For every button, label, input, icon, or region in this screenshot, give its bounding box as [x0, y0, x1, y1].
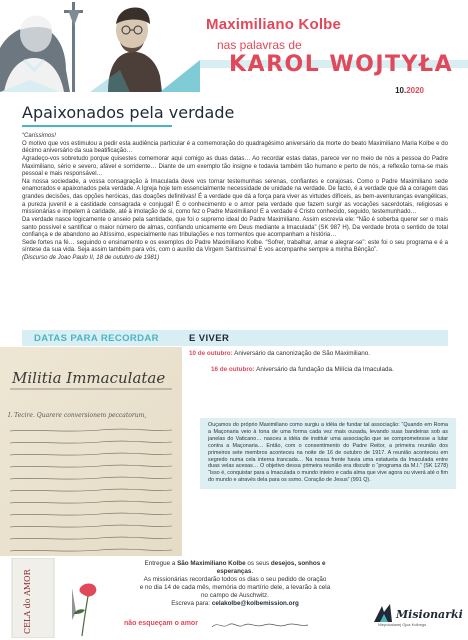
quote-text: Ouçamos do próprio Maximiliano como surgiu a idéia de fundar tal associação: “Quando em Roma a Maçonaria veio à tona de uma forma cada vez mais ousada, levando suas bandeiras sob as janelas do Vaticano… nasceu a idéia de instituir uma associação que se comprometesse a lutar contra a Maçonaria… Então, com o consentimento do Padre Reitor, a primeira reunião dos primeiros sete membros aconteceu na noite de 16 de outubro de 1917. A reunião aconteceu em segredo numa cela interna trancada… Na nossa frente havia uma estatueta da Imaculada entre duas velas acesas… O objetivo dessa primeira reunião era discutir o “programa da M.I.” (SK 1278) “Isso é, conquistar para a Imaculada o mundo inteiro e cada alma que vive agora ou viverá até o fim do mundo e através dela para os ssmo. Coração de Jesus” (991 Q). — [208, 422, 448, 484]
manuscript-image — [0, 347, 182, 569]
footer-line1: Entregue a São Maximiliano Kolbe os seus desejos, sonhos e esperanças. — [144, 560, 326, 575]
footer-wishes: desejos, sonhos e esperanças — [216, 560, 326, 575]
footer-line3: e no dia 14 de cada mês, memória do martírio dele, a levarão à cela — [139, 584, 331, 591]
article-paragraph: O motivo que vos estimulou a pedir esta audiência particular é a comemoração do quadragésimo aniversário da morte do beato Maximiliano Maria Kolbe e do décimo aniversário da sua beatificação… — [22, 140, 448, 155]
logo-subtitle: Niepokalanej Ojca Kolbego — [378, 622, 427, 627]
footer-text — [135, 560, 335, 608]
header-title-name: Maximiliano Kolbe — [206, 16, 342, 33]
portraits-illustration — [0, 0, 200, 92]
article — [22, 103, 448, 263]
cela-do-amor-book — [10, 558, 116, 638]
dates-section — [0, 330, 468, 592]
footer-email-link[interactable]: celakolbe@kolbemission.org — [211, 600, 299, 607]
footer-line1-pre: Entregue a — [144, 560, 176, 567]
logo-name: Misionarki — [396, 608, 463, 621]
footer-line4: no campo de Auschwitz. — [201, 592, 269, 599]
logo-mark-icon — [372, 602, 394, 624]
article-paragraph: “Caríssimos! — [22, 133, 56, 139]
date-text: Aniversário da canonização de São Maximiliano. — [234, 350, 370, 357]
footer-line5 — [135, 600, 335, 608]
title-underline — [22, 125, 172, 127]
article-paragraph: Na nossa sociedade, a vossa consagração à Imaculada deve vos tornar testemunhas serenas, confiantes e corajosas. Como o Padre Maximiliano sede enamorados e apaixonados pela verdade. A Igreja hoje tem essencialmente necessidade de unidade na verdade. De facto, é a verdade que dá a coragem das grandes decisões, das opções heróicas, das doações definitivas! É a verdade que dá a força para viver as virtudes difíceis, as bem-aventuranças evangélicas, a pureza juvenil e a castidade consagrada e conjugal! É o conhecimento e o amor pela verdade que fazem surgir as vocações sacerdotais, religiosas e missionárias e impelem à caridade, até à imolação de si, como fez o Padre Maximiliano! E a verdade é Cristo conhecido, seguido, testemunhado… — [22, 178, 448, 216]
footer-saint-name: São Maximiliano Kolbe — [177, 560, 246, 567]
article-body — [22, 133, 448, 263]
signature-scribble — [210, 619, 310, 631]
header — [0, 0, 468, 92]
manuscript-heading: Militia Immaculatae — [12, 369, 166, 387]
book-illustration — [10, 558, 116, 638]
article-signature: (Discurso de Joao Paulo II, 18 de outubro de 1981) — [22, 255, 160, 261]
footer — [0, 556, 468, 640]
date-item — [211, 366, 456, 374]
article-paragraph: Sede fortes na fé… seguindo o ensinamento e os exemplos do Padre Maximiliano Kolbe. “Sofrer, trabalhar, amar e alegrar-se”: este foi o seu programa e é a síntese da sua vida. Seja assim também para vós, com o auxílio da Virgem Santíssima! E vos acompanhe sempre a minha Bênção”. — [22, 239, 448, 254]
footer-line1-mid: os seus — [247, 560, 270, 567]
manuscript-line: I. Tecire. Quarere conversionem peccatorum, — [8, 412, 147, 419]
date-text: Aniversário da fundação da Milícia da Imaculada. — [256, 366, 394, 373]
issue-month: 10. — [395, 86, 407, 95]
dates-heading-right: E VIVER — [189, 333, 230, 344]
date-item — [189, 350, 456, 358]
handwritten-signature — [210, 618, 310, 630]
manuscript-illustration — [0, 347, 182, 569]
footer-write-to: Escreva para: — [171, 600, 211, 607]
no-forget-love: não esqueçam o amor — [124, 620, 198, 627]
dates-heading-left: DATAS PARA RECORDAR — [34, 333, 159, 344]
footer-line2: As missionárias recordarão todos os dias o seu pedido de oração — [143, 576, 327, 583]
header-title-subtitle: nas palavras de — [217, 38, 302, 52]
article-paragraph: Da verdade nasce logicamente o anseio pela santidade, que foi o supremo ideal do Padre Maximiliano. Assim escrevia ele: “Não é soberba querer ser o mais santo possível e santificar o maior número de almas, confiando unicamente em Deus mediante a Imaculada” (SK 987 H). Da verdade brota o sentido de total confiança e de abandono ao Altíssimo, especialmente nas tribulações e nos tormentos que acompanham a história… — [22, 216, 448, 239]
book-title: CELA do AMOR — [23, 569, 32, 634]
article-title: Apaixonados pela verdade — [22, 103, 235, 122]
issue-year: 2020 — [406, 86, 424, 95]
date-label: 16 de outubro: — [211, 366, 255, 373]
issue-date — [395, 86, 424, 95]
dates-list — [186, 350, 456, 382]
kolbe-quote-box — [200, 418, 456, 489]
header-illustration — [0, 0, 200, 92]
date-label: 10 de outubro: — [189, 350, 233, 357]
article-paragraph: Agradeço-vos sobretudo porque quisestes comemorar aqui comigo as duas datas… Ao recordar estas datas, parece ver no meio de nós a pessoa do Padre Maximiliano, sério e severo, afável e sorridente… Diante de um exemplo tão insigne e todavia também tão humano e perto de nós, a reflexão torna-se mais pessoal e mais responsável… — [22, 155, 448, 178]
header-title-author: KAROL WOJTYŁA — [229, 52, 454, 77]
